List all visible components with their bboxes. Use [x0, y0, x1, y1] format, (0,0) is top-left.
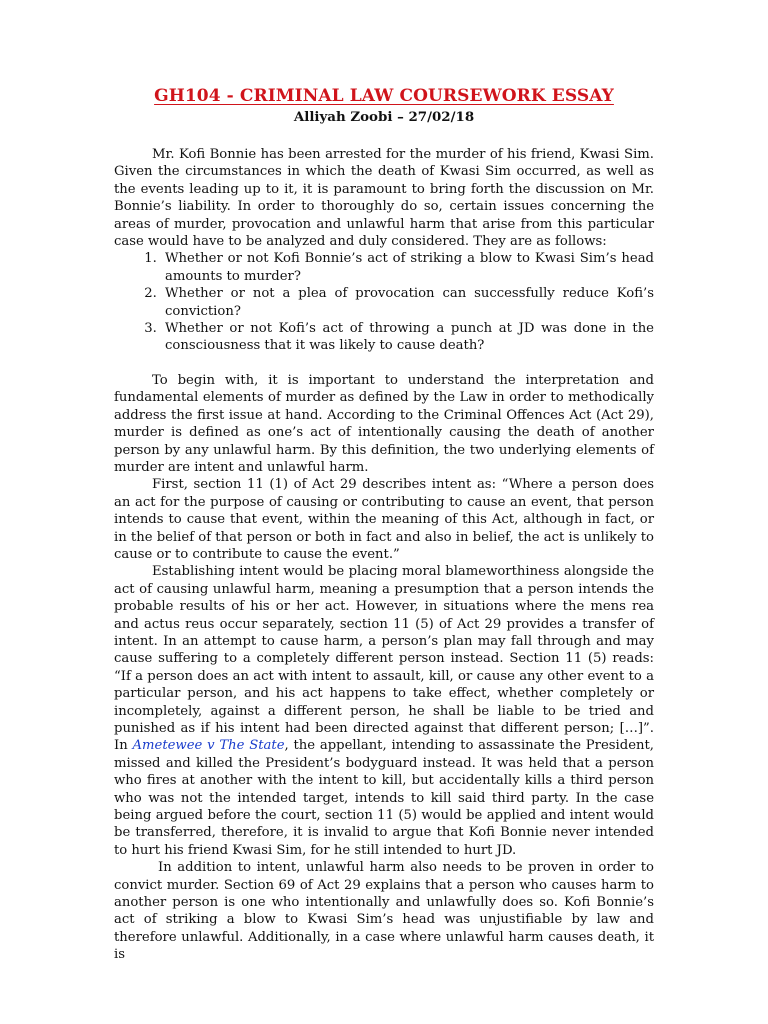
case-citation-link[interactable]: Ametewee v The State	[132, 738, 285, 754]
issue-item-2: 2. Whether or not a plea of provocation can successfully reduce Kofi’s conviction?	[161, 285, 654, 320]
intro-paragraph: Mr. Kofi Bonnie has been arrested for the murder of his friend, Kwasi Sim. Given the circumstances in which the death of Kwasi Sim occurred, as well as the events leading up to it, it is paramount to bring forth the discussion on Mr. Bonnie’s liability. In order to thoroughly do so, certain issues concerning the areas of murder, provocation and unlawful harm that arise from this particular case would have to be analyzed and duly considered. They are as follows:	[114, 147, 654, 250]
issue-item-3: 3. Whether or not Kofi’s act of throwing a punch at JD was done in the consciousness that it was likely to cause death?	[161, 320, 654, 355]
issues-list	[114, 250, 654, 354]
body-paragraph-1: To begin with, it is important to understand the interpretation and fundamental elements of murder as defined by the Law in order to methodically address the first issue at hand. According to the Criminal Offences Act (Act 29), murder is defined as one’s act of intentionally causing the death of another person by any unlawful harm. By this definition, the two underlying elements of murder are intent and unlawful harm.	[114, 372, 654, 475]
paragraph-3-text-end: , the appellant, intending to assassinate the President, missed and killed the President’s bodyguard instead. It was held that a person who fires at another with the intent to kill, but accidentally kills a third person who was not the intended target, intends to kill said third party. In the case being argued before the court, section 11 (5) would be applied and intent would be transferred, therefore, it is invalid to argue that Kofi Bonnie never intended to hurt his friend Kwasi Sim, for he still intended to hurt JD.	[114, 738, 654, 858]
paragraph-3-text-start: Establishing intent would be placing moral blameworthiness alongside the act of causing unlawful harm, meaning a presumption that a person intends the probable results of his or her act. However, in situations where the mens rea and actus reus occur separately, section 11 (5) of Act 29 provides a transfer of intent. In an attempt to cause harm, a person’s plan may fall through and may cause suffering to a completely different person instead. Section 11 (5) reads: “If a person does an act with intent to assault, kill, or cause any other event to a particular person, and his act happens to take effect, whether completely or incompletely, against a different person, he shall be liable to be tried and punished as if his intent had been directed against that different person; […]”. In	[114, 564, 654, 754]
author-date-line: Alliyah Zoobi – 27/02/18	[293, 109, 475, 125]
body-paragraph-3	[114, 563, 654, 859]
essay-title: GH104 - CRIMINAL LAW COURSEWORK ESSAY	[154, 86, 614, 106]
body-paragraph-2: First, section 11 (1) of Act 29 describes intent as: “Where a person does an act for the purpose of causing or contributing to cause an event, that person intends to cause that event, within the meaning of this Act, although in fact, or in the belief of that person or both in fact and also in belief, the act is unlikely to cause or to contribute to cause the event.”	[114, 477, 654, 562]
body-paragraph-4: In addition to intent, unlawful harm also needs to be proven in order to convict murder. Section 69 of Act 29 explains that a person who causes harm to another person is one who intentionally and unlawfully does so. Kofi Bonnie’s act of striking a blow to Kwasi Sim’s head was unjustifiable by law and therefore unlawful. Additionally, in a case where unlawful harm causes death, it is	[114, 860, 654, 963]
issue-item-1: 1. Whether or not Kofi Bonnie’s act of striking a blow to Kwasi Sim’s head amounts to murder?	[161, 250, 654, 285]
